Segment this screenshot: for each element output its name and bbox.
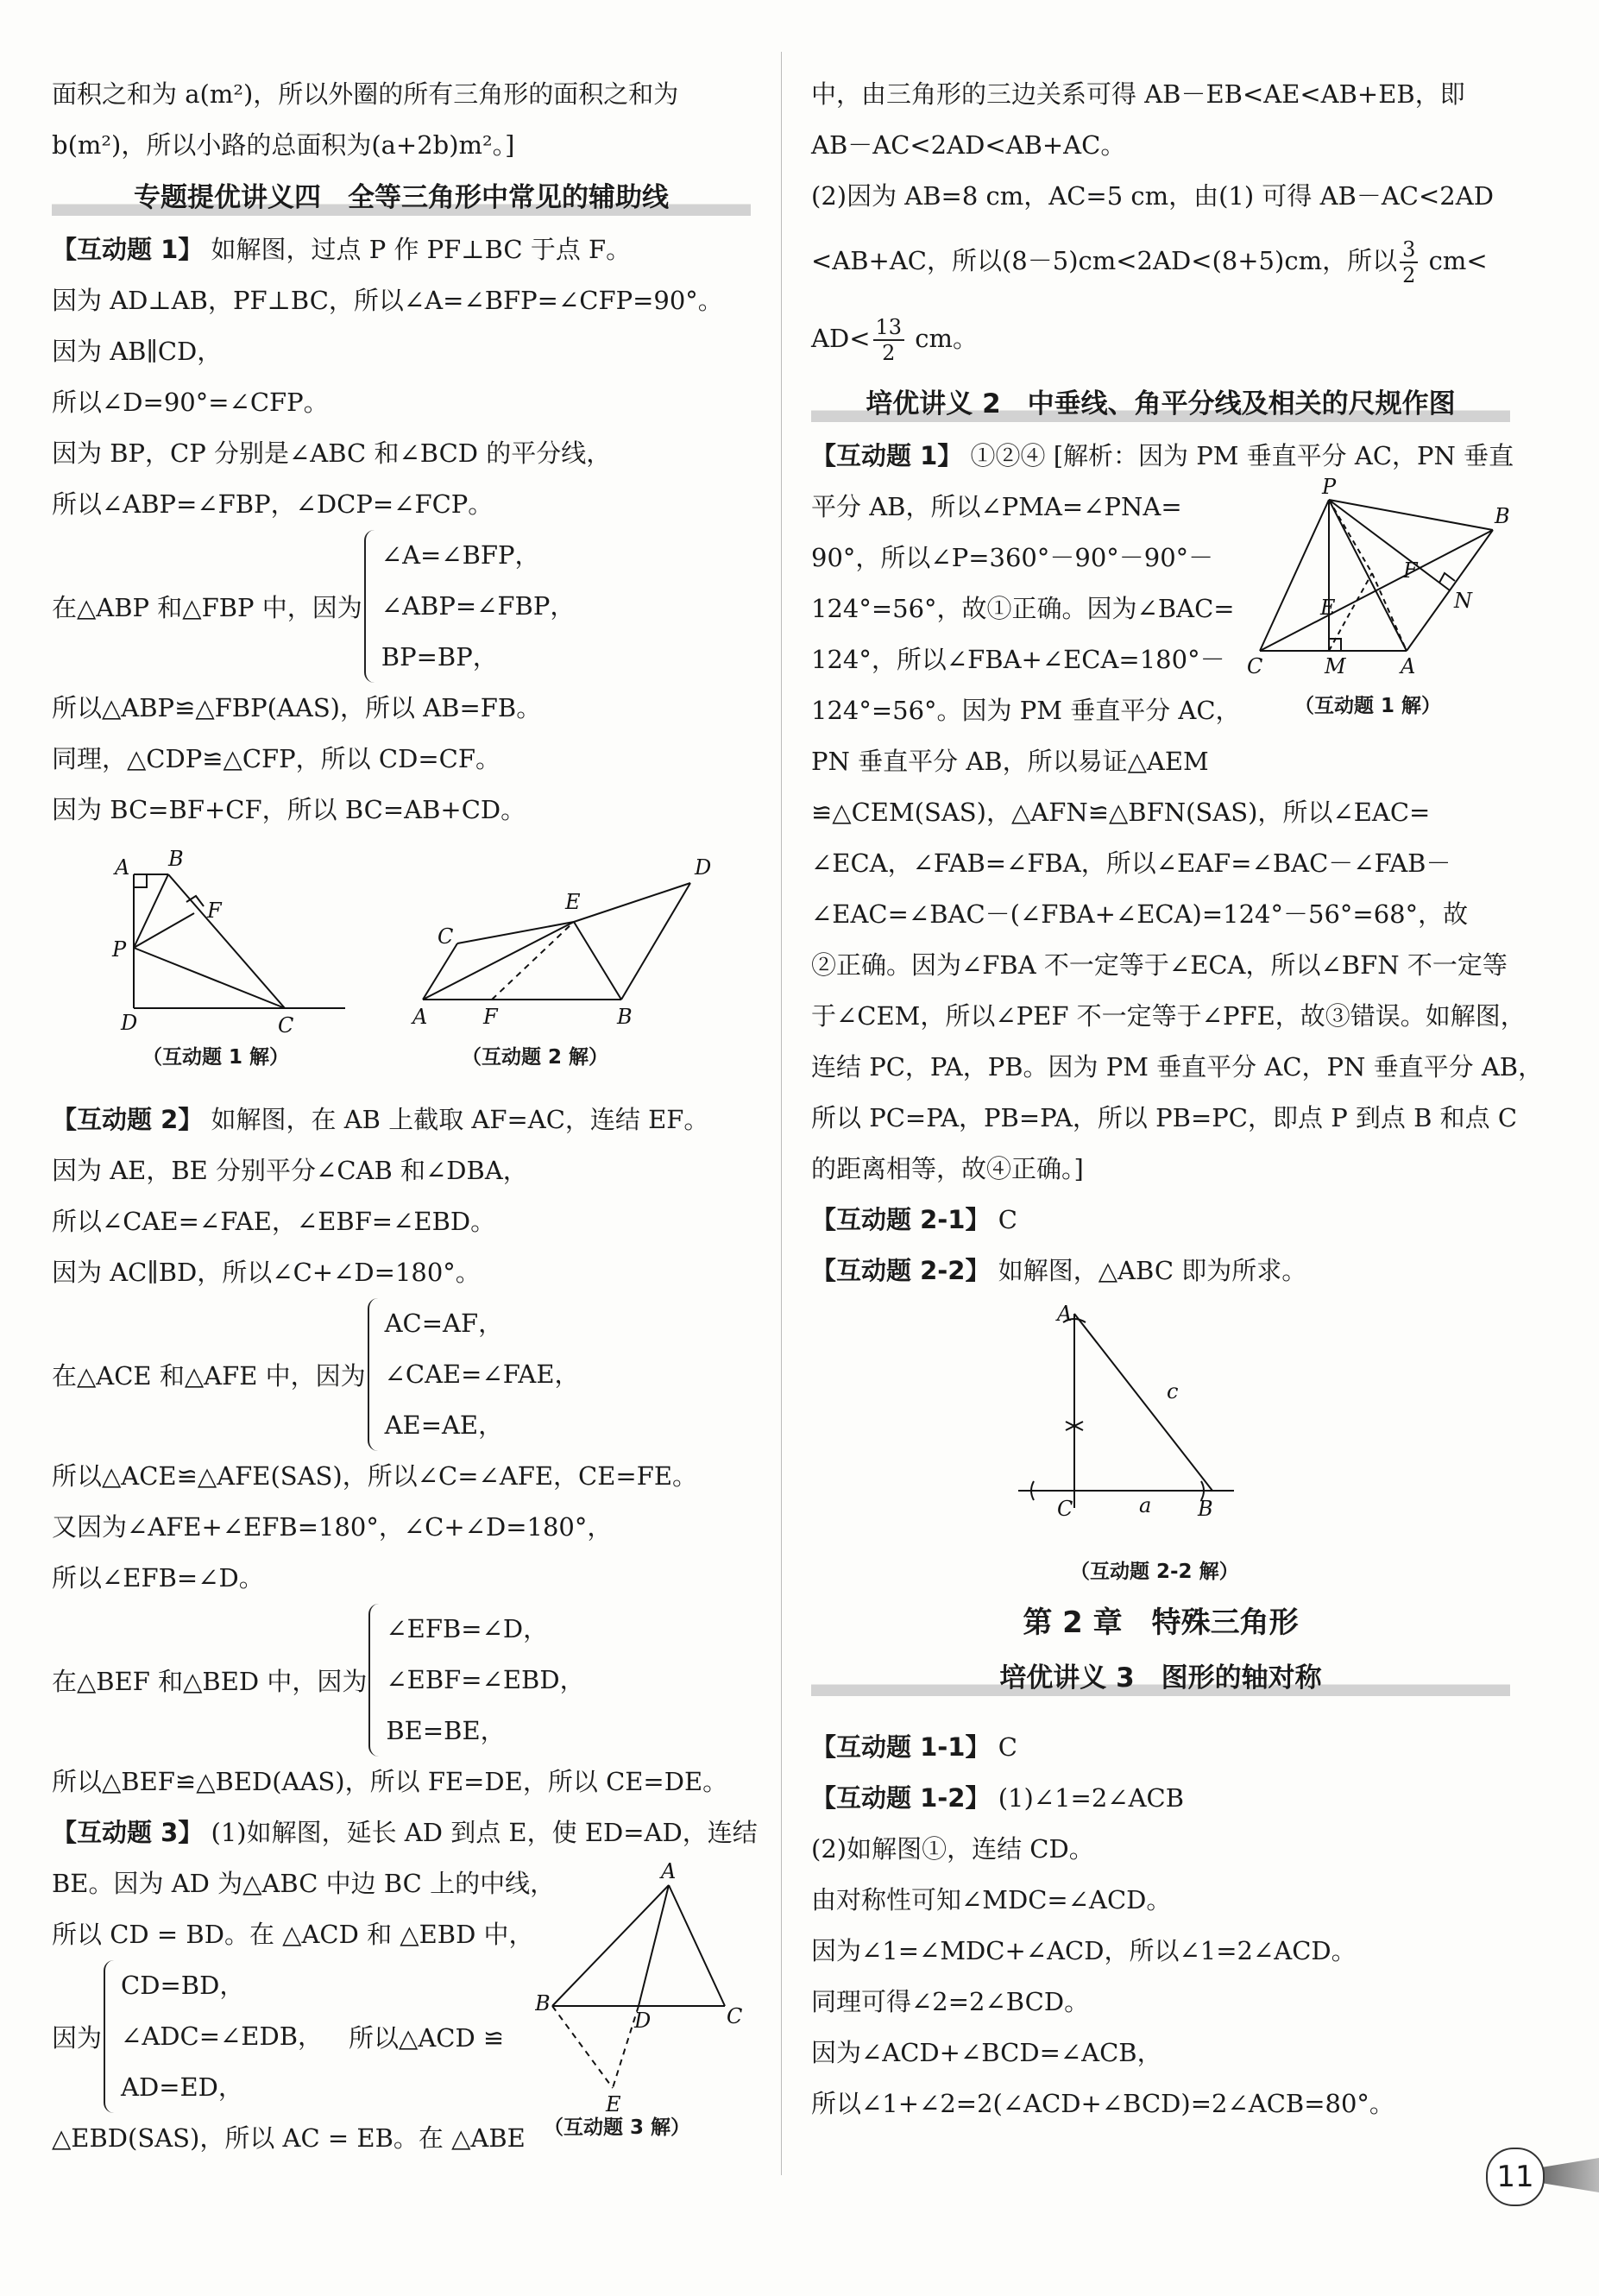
figure-q1-svg: [1243, 478, 1510, 685]
condition-brace: [52, 1298, 751, 1451]
brace-line: AD=ED，: [121, 2072, 243, 2102]
answer-text: C: [990, 1205, 1017, 1234]
brace-prefix: 在△ABP 和△FBP 中，因为: [52, 593, 362, 622]
figure-caption: （互动题 3 解）: [544, 2116, 691, 2139]
left-column: [52, 69, 758, 2164]
brace-line: ∠A=∠BFP，: [381, 540, 540, 570]
fig-label: B: [1198, 1497, 1213, 1521]
fraction-denominator: 2: [1402, 263, 1416, 287]
brace-prefix: 在△BEF 和△BED 中，因为: [52, 1667, 368, 1696]
fig-label: E: [1320, 596, 1336, 620]
text-line: 所以∠ABP=∠FBP，∠DCP=∠FCP。: [52, 489, 494, 519]
problem-tag: 【互动题 2】: [52, 1105, 204, 1134]
brace-suffix: 所以△ACD ≌: [349, 2023, 505, 2053]
text-line: 又因为∠AFE+∠EFB=180°，∠C+∠D=180°，: [52, 1512, 613, 1542]
text-span: (1)如解图，延长 AD 到点 E，使 ED=AD，连结: [203, 1818, 758, 1847]
text-line: 所以 PC=PA，PB=PA，所以 PB=PC，即点 P 到点 B 和点 C: [811, 1103, 1518, 1132]
page-number: 11: [1486, 2148, 1545, 2206]
figure-q2-2: [811, 1296, 1510, 1594]
text-line: ∠ECA，∠FAB=∠FBA，所以∠EAF=∠BAC－∠FAB－: [811, 848, 1451, 878]
condition-brace: [52, 1604, 751, 1757]
fig-label: F: [1403, 558, 1418, 583]
fraction-denominator: 2: [882, 341, 896, 365]
figure-problem-3-svg: [535, 1859, 751, 2118]
problem-tag: 【互动题 2-2】: [811, 1256, 991, 1285]
text-line: (2)如解图①，连结 CD。: [811, 1834, 1094, 1864]
brace-line: ∠EBF=∠EBD，: [386, 1665, 585, 1694]
section-heading: 培优讲义 3 图形的轴对称: [811, 1651, 1510, 1705]
column-divider: [781, 52, 782, 2175]
q1-block: [811, 431, 1544, 1195]
fig-label: E: [606, 2092, 621, 2116]
brace-line: BE=BE，: [386, 1716, 506, 1745]
text-span: (1)∠1=2∠ACB: [990, 1783, 1185, 1813]
figure-problem-3: [535, 1859, 751, 2144]
problem-tag: 【互动题 1-2】: [811, 1783, 991, 1813]
brace-line: AC=AF，: [384, 1309, 504, 1338]
text-line: 的距离相等，故④正确。]: [811, 1154, 1084, 1183]
problem-tag: 【互动题 2-1】: [811, 1205, 991, 1234]
answer-text: C: [990, 1732, 1017, 1762]
text-span: cm<: [1420, 246, 1488, 275]
fraction-numerator: 13: [873, 315, 905, 341]
spacer: [811, 1705, 1510, 1722]
section-heading: 培优讲义 2 中垂线、角平分线及相关的尺规作图: [811, 377, 1510, 431]
fig-label: B: [1495, 504, 1510, 528]
problem-3-block: [52, 1807, 758, 2164]
fig-label: A: [1057, 1302, 1073, 1326]
text-line: 因为 AE，BE 分别平分∠CAB 和∠DBA，: [52, 1156, 528, 1185]
fig-label: B: [168, 847, 184, 871]
fig-label: D: [695, 855, 712, 880]
text-span: 如解图，△ABC 即为所求。: [990, 1256, 1307, 1285]
text-span: ①②④ [解析：因为 PM 垂直平分 AC，PN 垂直: [962, 441, 1514, 470]
text-line: 中，由三角形的三边关系可得 AB－EB<AE<AB+EB，即: [811, 79, 1465, 109]
text-line: BE。因为 AD 为△ABC 中边 BC 上的中线，: [52, 1869, 556, 1898]
text-line: 因为∠1=∠MDC+∠ACD，所以∠1=2∠ACD。: [811, 1936, 1357, 1965]
brace-symbol: [368, 1604, 382, 1757]
section-heading: 专题提优讲义四 全等三角形中常见的辅助线: [52, 171, 751, 224]
brace-line: ∠ADC=∠EDB，: [121, 2022, 324, 2051]
text-line: PN 垂直平分 AB，所以易证△AEM: [811, 747, 1209, 776]
fig-label: F: [483, 1005, 498, 1029]
fig-label: N: [1454, 589, 1472, 613]
text-line: ∠EAC=∠BAC－(∠FBA+∠ECA)=124°－56°=68°，故: [811, 899, 1469, 929]
fig-label: C: [278, 1013, 294, 1038]
text-line: 所以 CD = BD。在 △ACD 和 △EBD 中，: [52, 1920, 534, 1949]
fig-label: M: [1325, 654, 1346, 678]
chapter-title: 第 2 章 特殊三角形: [1023, 1605, 1299, 1640]
r1-1-line: [811, 1722, 1510, 1773]
fraction: [1400, 237, 1418, 287]
figure-caption: （互动题 2 解）: [462, 1046, 609, 1069]
brace-line: ∠ABP=∠FBP，: [381, 591, 576, 621]
brace-symbol: [104, 1960, 117, 2113]
text-line-fraction: [811, 300, 1510, 377]
text-line: 连结 PC，PA，PB。因为 PM 垂直平分 AC，PN 垂直平分 AB，: [811, 1052, 1544, 1082]
problem-tag: 【互动题 1-1】: [811, 1732, 991, 1762]
text-line: 所以△ACE≌△AFE(SAS)，所以∠C=∠AFE，CE=FE。: [52, 1461, 698, 1491]
brace-prefix: 因为: [52, 2023, 103, 2053]
brace-symbol: [368, 1298, 381, 1451]
problem-1-line: [52, 224, 751, 275]
fig-label: A: [412, 1005, 428, 1029]
brace-symbol: [364, 530, 378, 683]
condition-brace: [52, 530, 751, 683]
text-line: 所以∠D=90°=∠CFP。: [52, 388, 329, 417]
q2-2-line: [811, 1246, 1510, 1296]
fig-label: F: [207, 899, 222, 923]
fig-label: C: [1247, 654, 1263, 678]
fig-label: P: [112, 937, 127, 962]
figure-caption: （互动题 1 解）: [142, 1046, 290, 1069]
text-line: 因为 AB∥CD，: [52, 337, 223, 366]
text-line: 124°，所以∠FBA+∠ECA=180°－: [811, 645, 1225, 674]
text-line: 同理可得∠2=2∠BCD。: [811, 1987, 1090, 2016]
text-line: 同理，△CDP≌△CFP，所以 CD=CF。: [52, 744, 500, 773]
brace-line: AE=AE，: [384, 1410, 504, 1440]
text-line: 所以∠1+∠2=2(∠ACD+∠BCD)=2∠ACB=80°。: [811, 2089, 1394, 2118]
r1-2-line: [811, 1773, 1510, 1824]
q2-1-line: [811, 1195, 1510, 1246]
right-column: [811, 69, 1544, 2129]
text-line: 因为 AD⊥AB，PF⊥BC，所以∠A=∠BFP=∠CFP=90°。: [52, 286, 723, 315]
text-line: 90°，所以∠P=360°－90°－90°－: [811, 543, 1214, 572]
fig-label: B: [617, 1005, 633, 1029]
text-line: 平分 AB，所以∠PMA=∠PNA=: [811, 492, 1182, 521]
fig-label: D: [634, 2009, 652, 2033]
text-line: △EBD(SAS)，所以 AC = EB。在 △ABE: [52, 2123, 526, 2153]
fraction-numerator: 3: [1400, 237, 1418, 263]
fig-label: P: [1322, 478, 1337, 499]
figure-q1: [1243, 478, 1510, 737]
text-span: 如解图，在 AB 上截取 AF=AC，连结 EF。: [203, 1105, 709, 1134]
figures-row-1-2: [52, 836, 751, 1094]
text-span: cm。: [907, 324, 979, 353]
fraction: [873, 315, 905, 365]
text-line: 124°=56°，故①正确。因为∠BAC=: [811, 594, 1235, 623]
figure-caption: （互动题 2-2 解）: [1070, 1561, 1239, 1583]
text-line: 于∠CEM，所以∠PEF 不一定等于∠PFE，故③错误。如解图，: [811, 1001, 1526, 1031]
fig-label: A: [1401, 654, 1416, 678]
fig-label: D: [121, 1011, 138, 1035]
figure-q2-2-svg: [811, 1296, 1510, 1555]
text-line: 所以∠CAE=∠FAE，∠EBF=∠EBD。: [52, 1207, 496, 1236]
page-corner-tab: [1536, 2158, 1599, 2192]
figure-caption: （互动题 1 解）: [1294, 695, 1442, 717]
text-span: AD<: [811, 324, 871, 353]
text-line: b(m²)，所以小路的总面积为(a+2b)m²。]: [52, 130, 515, 160]
problem-2-line: [52, 1094, 751, 1145]
brace-prefix: 在△ACE 和△AFE 中，因为: [52, 1361, 366, 1391]
fig-label: C: [1057, 1497, 1073, 1521]
text-line: 面积之和为 a(m²)，所以外圈的所有三角形的面积之和为: [52, 79, 679, 109]
fig-label: A: [661, 1859, 677, 1883]
text-line: 所以△ABP≌△FBP(AAS)，所以 AB=FB。: [52, 693, 542, 722]
text-span: <AB+AC，所以(8－5)cm<2AD<(8+5)cm，所以: [811, 246, 1398, 275]
text-line: 所以△BEF≌△BED(AAS)，所以 FE=DE，所以 CE=DE。: [52, 1767, 728, 1796]
text-line: (2)因为 AB=8 cm，AC=5 cm，由(1) 可得 AB－AC<2AD: [811, 181, 1494, 211]
text-line: ②正确。因为∠FBA 不一定等于∠ECA，所以∠BFN 不一定等: [811, 950, 1508, 980]
text-line: 因为 BC=BF+CF，所以 BC=AB+CD。: [52, 795, 526, 824]
problem-3-line: [52, 1807, 758, 1858]
text-line: 124°=56°。因为 PM 垂直平分 AC，: [811, 696, 1241, 725]
problem-tag: 【互动题 1】: [52, 235, 204, 264]
problem-tag: 【互动题 1】: [811, 441, 963, 470]
text-span: 如解图，过点 P 作 PF⊥BC 于点 F。: [203, 235, 632, 264]
fig-label: a: [1139, 1493, 1152, 1517]
text-line-fraction: [811, 222, 1510, 300]
fig-label: A: [115, 855, 130, 880]
text-line: 因为 AC∥BD，所以∠C+∠D=180°。: [52, 1258, 481, 1287]
text-line: AB－AC<2AD<AB+AC。: [811, 130, 1126, 160]
brace-line: ∠CAE=∠FAE，: [384, 1359, 580, 1389]
brace-line: ∠EFB=∠D，: [386, 1614, 549, 1643]
fig-label: C: [438, 924, 454, 949]
fig-label: E: [565, 890, 581, 914]
fig-label: c: [1167, 1379, 1179, 1403]
brace-line: CD=BD，: [121, 1971, 245, 2000]
text-line: 由对称性可知∠MDC=∠ACD。: [811, 1885, 1172, 1914]
q1-line: [811, 431, 1514, 482]
brace-line: BP=BP，: [381, 642, 498, 672]
fig-label: B: [535, 1991, 551, 2015]
text-line: 因为∠ACD+∠BCD=∠ACB，: [811, 2038, 1162, 2067]
problem-tag: 【互动题 3】: [52, 1818, 204, 1847]
fig-label: C: [727, 2004, 743, 2028]
text-line: 所以∠EFB=∠D。: [52, 1563, 264, 1593]
text-line: 因为 BP，CP 分别是∠ABC 和∠BCD 的平分线，: [52, 438, 612, 468]
text-line: ≌△CEM(SAS)，△AFN≌△BFN(SAS)，所以∠EAC=: [811, 798, 1431, 827]
